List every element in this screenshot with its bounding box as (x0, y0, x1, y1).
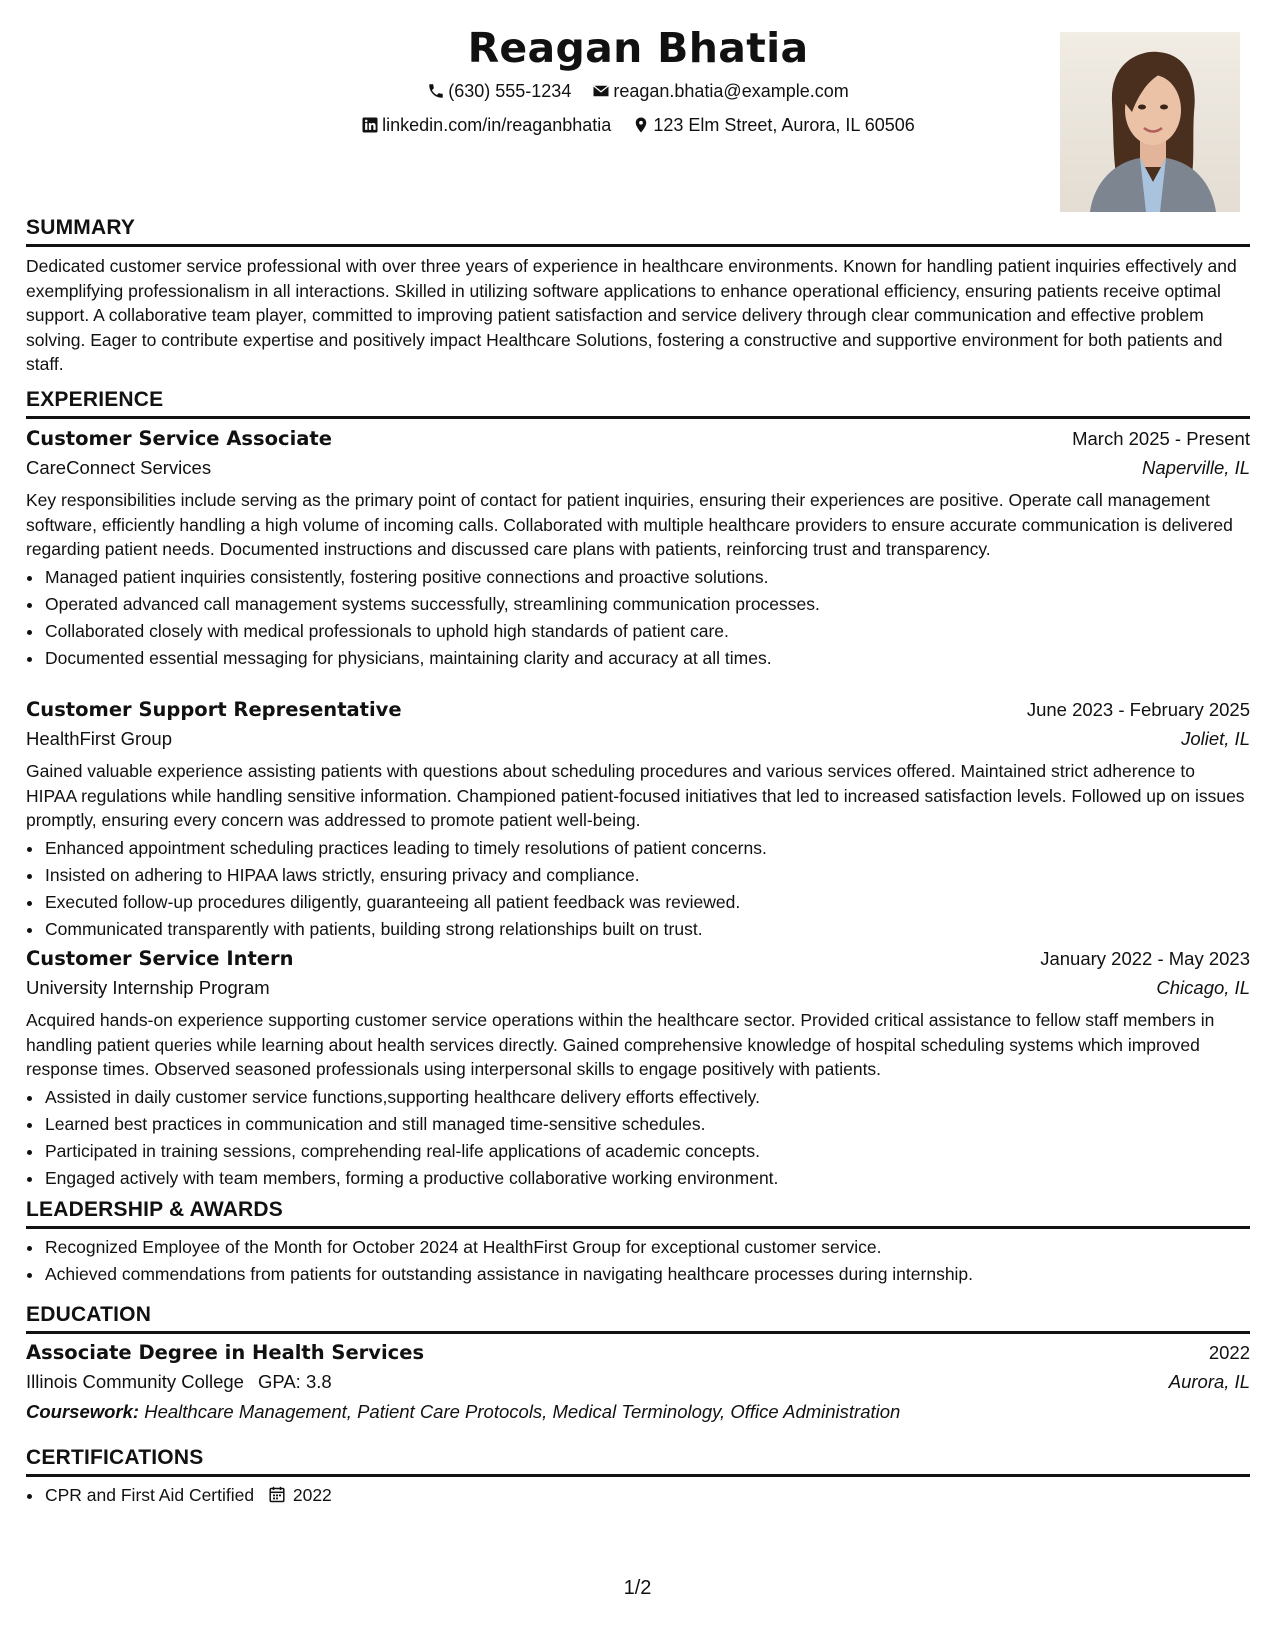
candidate-name: Reagan Bhatia (467, 24, 809, 72)
phone-contact (427, 80, 571, 102)
leadership-heading: LEADERSHIP & AWARDS (26, 1198, 1250, 1229)
experience-section (26, 388, 1250, 419)
summary-section (26, 216, 1250, 377)
page-number: 1/2 (623, 1577, 652, 1599)
awards-list (26, 1234, 1250, 1288)
certification-year: 2022 (292, 1485, 332, 1505)
degree-name: Associate Degree in Health Services (26, 1341, 425, 1364)
email-address: reagan.bhatia@example.com (613, 81, 849, 101)
certifications-list (26, 1482, 1250, 1509)
list-item (44, 1482, 1250, 1509)
gpa: GPA: 3.8 (257, 1371, 332, 1392)
job-bullets (26, 1084, 1250, 1192)
education-heading: EDUCATION (26, 1303, 1250, 1334)
job-title: Customer Support Representative (26, 698, 402, 721)
list-item: • Enhanced appointment scheduling practices leading to timely resolutions of patient concerns. (44, 835, 1250, 862)
job-entry (26, 696, 1250, 943)
email-contact (592, 80, 848, 102)
job-location: Naperville, IL (1142, 457, 1250, 478)
list-item: • Executed follow-up procedures diligently, guaranteeing all patient feedback was reviewed. (44, 889, 1250, 916)
linkedin-contact (361, 114, 611, 136)
summary-text: Dedicated customer service professional with over three years of experience in healthcare environments. Known for handling patient inquiries effectively and exemplifying professionalism in all interactions. Skilled in utilizing software applications to enhance operational efficiency, ensuring patients receive optimal support. A collaborative team player, committed to improving patient satisfaction and service delivery through clear communication and effective problem solving. Eager to contribute expertise and positively impact Healthcare Solutions, fostering a constructive and supportive environment for both patients and staff. (26, 256, 1237, 374)
graduation-year: 2022 (1208, 1342, 1250, 1363)
phone-icon (427, 82, 445, 100)
coursework-list: Healthcare Management, Patient Care Protocols, Medical Terminology, Office Administration (144, 1401, 901, 1422)
list-item: • Collaborated closely with medical professionals to uphold high standards of patient care. (44, 618, 1250, 645)
school-line (26, 1367, 332, 1397)
map-pin-icon (632, 116, 650, 134)
list-item: • Operated advanced call management systems successfully, streamlining communication processes. (44, 591, 1250, 618)
job-bullets (26, 564, 1250, 672)
certifications-heading: CERTIFICATIONS (26, 1446, 1250, 1477)
job-entry (26, 945, 1250, 1192)
leadership-section (26, 1198, 1250, 1288)
job-dates: January 2022 - May 2023 (1040, 948, 1250, 969)
job-dates: June 2023 - February 2025 (1026, 699, 1250, 720)
job-company: CareConnect Services (26, 457, 212, 478)
list-item: • Assisted in daily customer service functions,supporting healthcare delivery efforts effectively. (44, 1084, 1250, 1111)
list-item: • Achieved commendations from patients for outstanding assistance in navigating healthcare processes during internship. (44, 1261, 1250, 1288)
list-item: • Recognized Employee of the Month for October 2024 at HealthFirst Group for exceptional customer service. (44, 1234, 1250, 1261)
certifications-section (26, 1446, 1250, 1509)
summary-heading: SUMMARY (26, 216, 1250, 247)
list-item: • Insisted on adhering to HIPAA laws strictly, ensuring privacy and compliance. (44, 862, 1250, 889)
resume-page (26, 0, 1250, 1650)
list-item: • Engaged actively with team members, forming a productive collaborative working environment. (44, 1165, 1250, 1192)
job-company: HealthFirst Group (26, 728, 172, 749)
experience-heading: EXPERIENCE (26, 388, 1250, 419)
job-title: Customer Service Associate (26, 427, 332, 450)
certification-name: CPR and First Aid Certified (45, 1485, 255, 1505)
list-item: • Managed patient inquiries consistently, fostering positive connections and proactive solutions. (44, 564, 1250, 591)
education-section (26, 1303, 1250, 1427)
coursework-label: Coursework: (26, 1401, 140, 1422)
envelope-icon (592, 82, 610, 100)
job-location: Chicago, IL (1156, 977, 1250, 998)
school-location: Aurora, IL (1168, 1371, 1250, 1392)
list-item: • Documented essential messaging for physicians, maintaining clarity and accuracy at all times. (44, 645, 1250, 672)
list-item: • Communicated transparently with patients, building strong relationships built on trust. (44, 916, 1250, 943)
job-entry (26, 425, 1250, 672)
phone-number: (630) 555-1234 (448, 81, 572, 101)
address-contact (632, 114, 915, 136)
job-description: Gained valuable experience assisting patients with questions about scheduling procedures and various services offered. Maintained strict adherence to HIPAA regulations while handling sensitive information. Championed patient-focused initiatives that led to increased satisfaction levels. Followed up on issues promptly, ensuring every concern was addressed to promote patient well-being. (26, 761, 1245, 830)
linkedin-url: linkedin.com/in/reaganbhatia (382, 115, 612, 135)
job-dates: March 2025 - Present (1072, 428, 1250, 449)
job-title: Customer Service Intern (26, 947, 294, 970)
job-description: Key responsibilities include serving as the primary point of contact for patient inquiries, ensuring their experiences are positive. Operate call management software, efficiently handling a high volume of incoming calls. Collaborated with multiple healthcare providers to ensure accurate communication is delivered regarding patient needs. Documented instructions and discussed care plans with patients, reinforcing trust and transparency. (26, 490, 1233, 559)
list-item: • Learned best practices in communication and still managed time-sensitive schedules. (44, 1111, 1250, 1138)
calendar-icon (269, 1486, 285, 1503)
school-name: Illinois Community College (26, 1371, 244, 1392)
job-location: Joliet, IL (1181, 728, 1250, 749)
home-address: 123 Elm Street, Aurora, IL 60506 (653, 115, 915, 135)
job-company: University Internship Program (26, 977, 270, 998)
job-bullets (26, 835, 1250, 943)
job-description: Acquired hands-on experience supporting customer service operations within the healthcare sector. Provided critical assistance to fellow staff members in handling patient queries while learning about health services directly. Gained comprehensive knowledge of hospital scheduling systems which improved response times. Observed seasoned professionals using interpersonal skills to engage positively with patients. (26, 1010, 1215, 1079)
coursework (26, 1397, 1250, 1427)
profile-photo (1060, 32, 1240, 212)
list-item: • Participated in training sessions, comprehending real-life applications of academic concepts. (44, 1138, 1250, 1165)
linkedin-icon (361, 116, 379, 134)
